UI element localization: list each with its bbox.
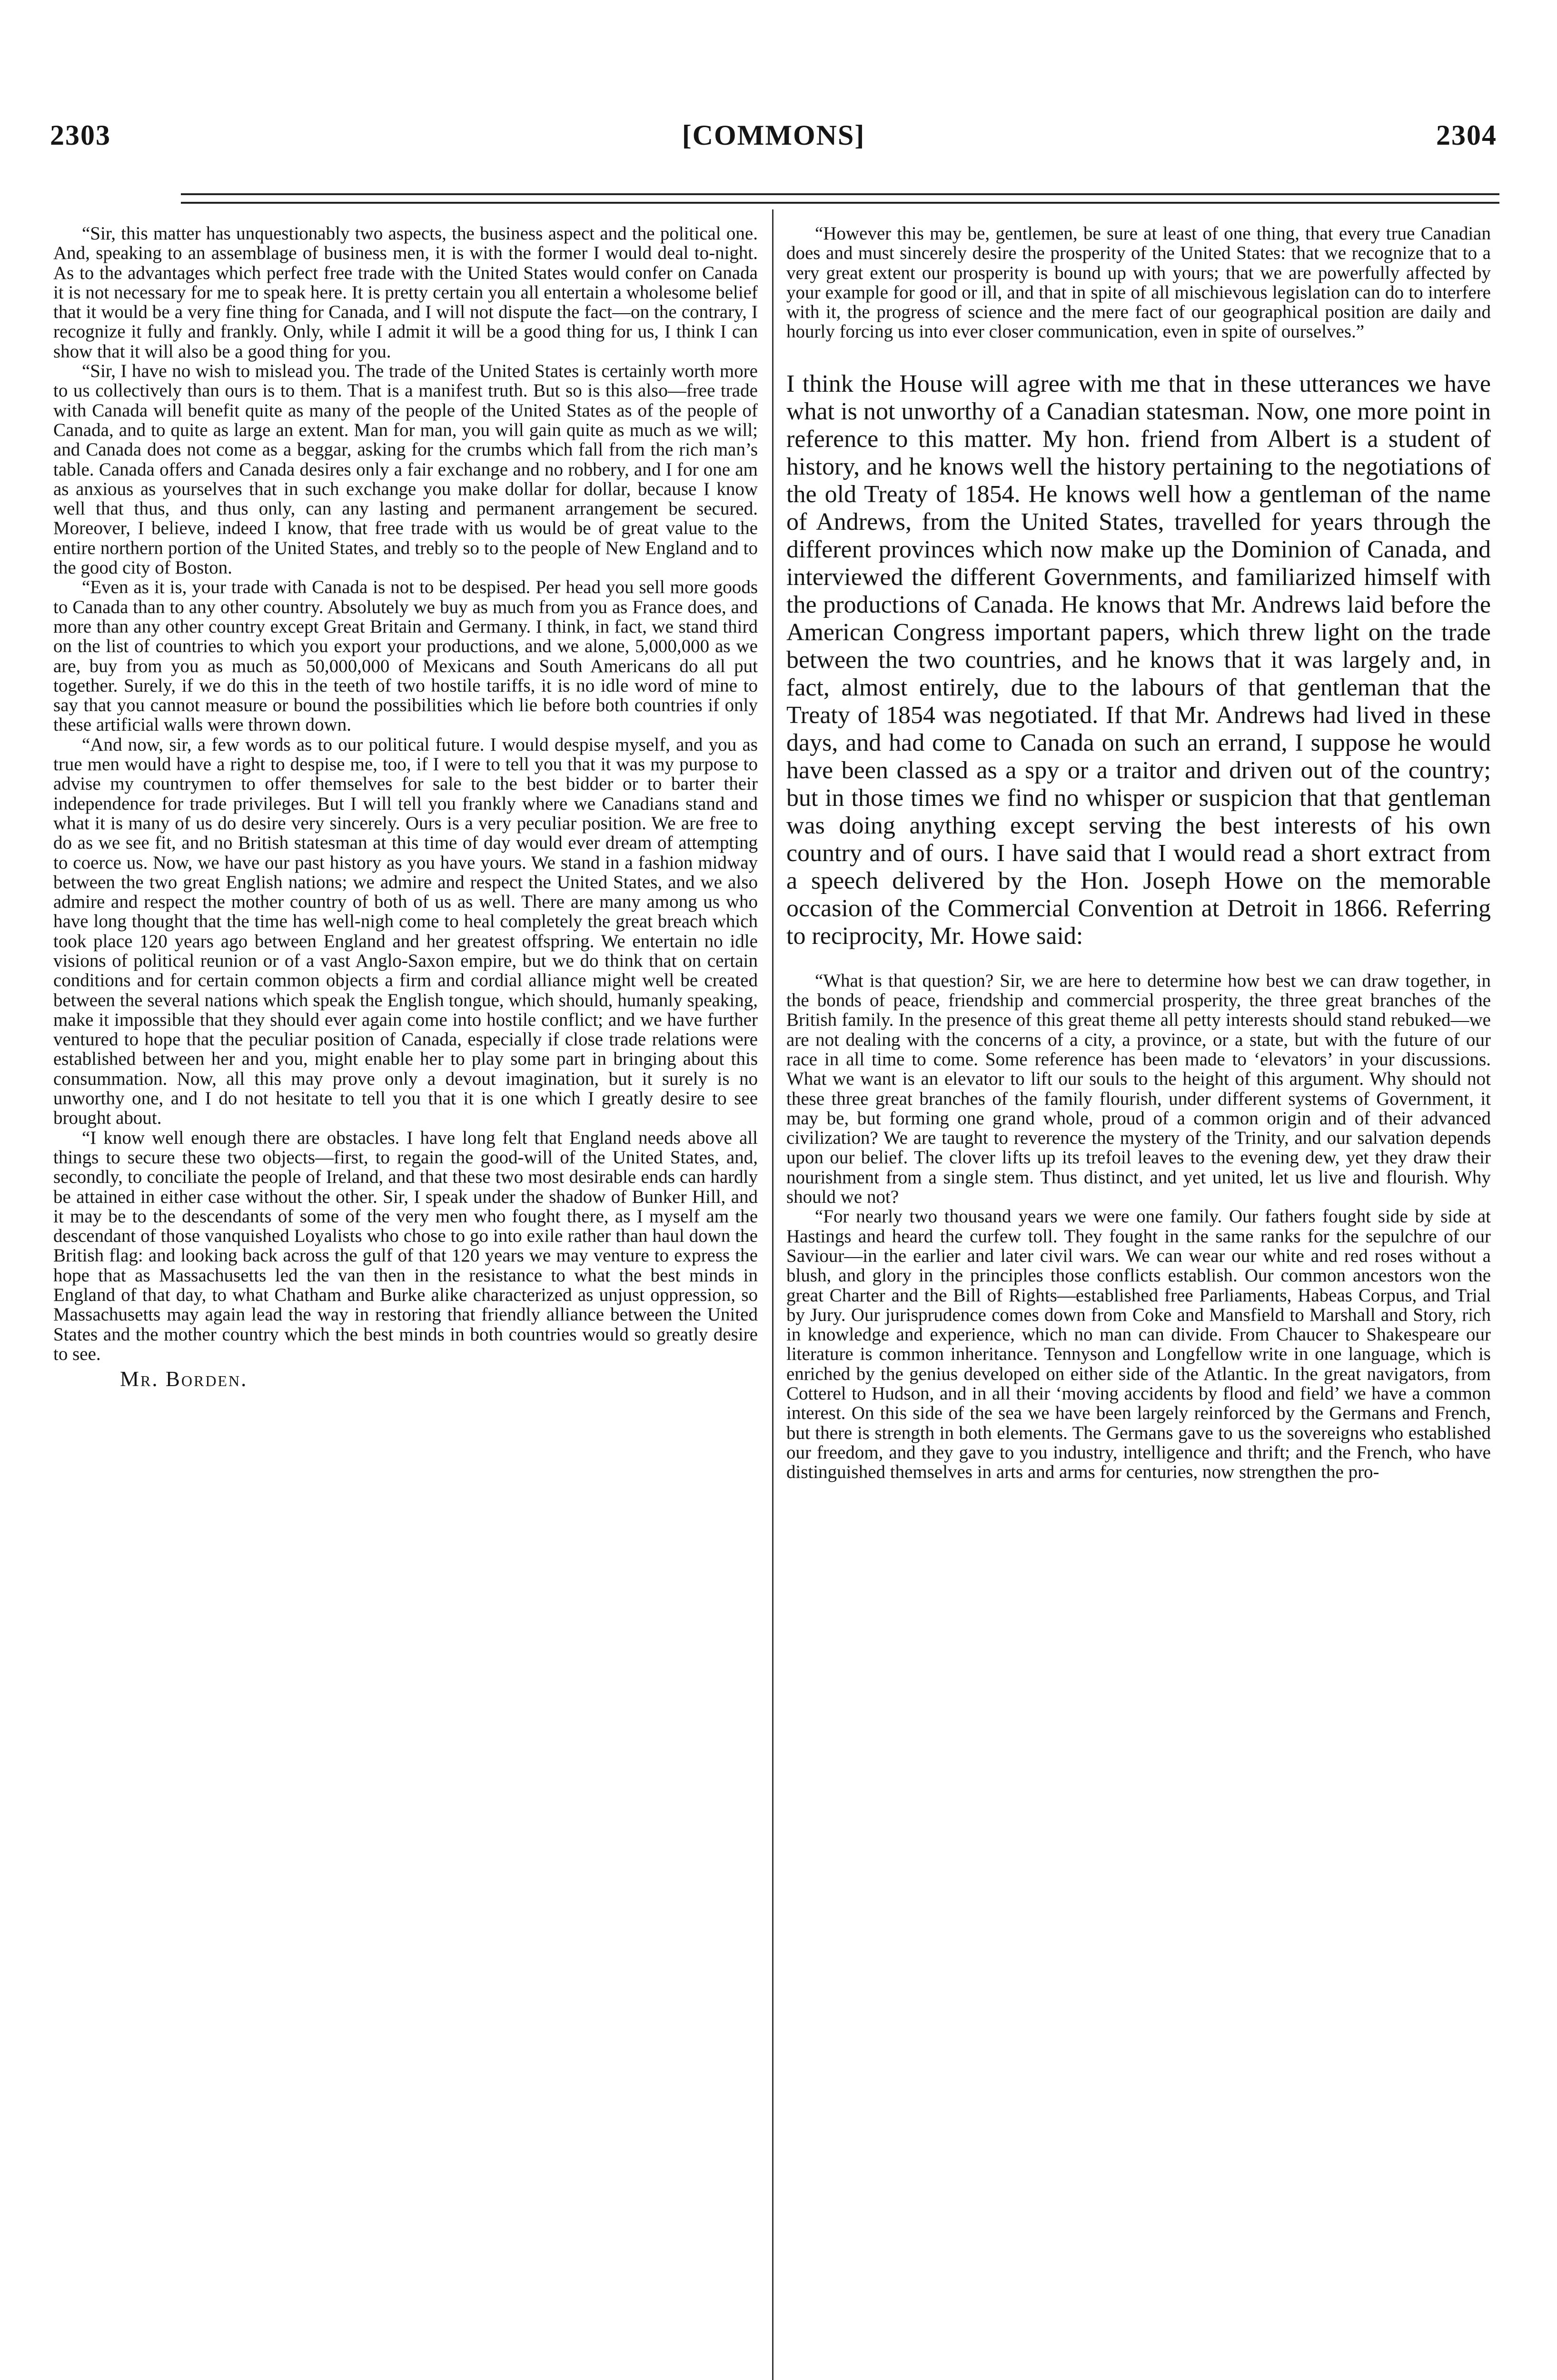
right-column <box>786 224 1491 2380</box>
paragraph: “What is that question? Sir, we are here to determine how best we can draw together, in the bonds of peace, friendship and commercial prosperity, the three great branches of the British family. In the presence of this great theme all petty interests should stand rebuked—we are not dealing with the concerns of a city, a province, or a state, but with the future of our race in all time to come. Some reference has been made to ‘elevators’ in your discussions. What we want is an elevator to lift our souls to the height of this argument. Why should not these three great branches of the family flourish, under different systems of Government, it may be, but forming one grand whole, proud of a common origin and of their advanced civilization? We are taught to reverence the mystery of the Trinity, and our salvation depends upon our belief. The clover lifts up its trefoil leaves to the evening dew, yet they draw their nourishment from a single stem. Thus distinct, and yet united, let us live and flourish. Why should we not? <box>786 970 1491 1208</box>
page-title: [COMMONS] <box>682 119 865 151</box>
paragraph: “Sir, I have no wish to mislead you. The trade of the United States is certainly worth more to us collectively than ours is to them. That is a manifest truth. But so is this also—free trade with Canada will benefit quite as many of the people of the United States as of the people of Canada, and to quite as large an extent. Man for man, you will gain quite as much as we will; and Canada does not come as a beggar, asking for the crumbs which fall from the rich man’s table. Canada offers and Canada desires only a fair exchange and no robbery, and I for one am as anxious as yourselves that in such exchange you make dollar for dollar, because I know well that thus, and thus only, can any lasting and permanent arrangement be secured. Moreover, I believe, indeed I know, that free trade with us would be of great value to the entire northern portion of the United States, and trebly so to the people of New England and to the good city of Boston. <box>53 361 758 578</box>
header-rule-top <box>181 193 1499 195</box>
quote-block <box>786 224 1491 342</box>
header-rule-bottom <box>181 202 1499 204</box>
page-number-right: 2304 <box>1436 119 1497 151</box>
howe-quote-block <box>786 971 1491 1482</box>
paragraph: “However this may be, gentlemen, be sure at least of one thing, that every true Canadian does and must sincerely desire the prosperity of the United States: that we recognize that to a very great extent our prosperity is bound up with yours; that we are powerfully affected by your example for good or ill, and that in spite of all mischievous legislation can do to interfere with it, the progress of science and the mere fact of our geographical position are daily and hourly forcing us into ever closer communication, even in spite of ourselves.” <box>786 224 1491 342</box>
speaker-name: Mr. Borden. <box>120 1367 248 1391</box>
paragraph: “Sir, this matter has unquestionably two aspects, the business aspect and the political one. And, speaking to an assemblage of business men, it is with the former I would deal to-night. As to the advantages which perfect free trade with the United States would confer on Canada it is not necessary for me to speak here. It is pretty certain you all entertain a wholesome belief that it would be a very fine thing for Canada, and I will not dispute the fact—on the contrary, I recognize it fully and frankly. Only, while I admit it will be a good thing for us, I think I can show that it will also be a good thing for you. <box>53 224 758 362</box>
paragraph: “I know well enough there are obstacles. I have long felt that England needs above all things to secure these two objects—first, to regain the good-will of the United States, and, secondly, to conciliate the people of Ireland, and that these two most desirable ends can hardly be attained in either case without the other. Sir, I speak under the shadow of Bunker Hill, and it may be to the descendants of some of the very men who fought there, as I myself am the descendant of those vanquished Loyalists who chose to go into exile rather than haul down the British flag: and looking back across the gulf of that 120 years we may venture to express the hope that as Massachusetts led the van then in the resistance to what the best minds in England of that day, to what Chatham and Burke alike characterized as unjust oppression, so Massachusetts may again lead the way in restoring that friendly alliance between the United States and the mother country which the best minds in both countries would so greatly desire to see. <box>53 1127 758 1364</box>
page-number-left: 2303 <box>50 119 111 151</box>
paragraph: “For nearly two thousand years we were one family. Our fathers fought side by side at Hastings and heard the curfew toll. They fought in the same ranks for the sepulchre of our Saviour—in the earlier and later civil wars. We can wear our white and red roses without a blush, and glory in the principles those conflicts establish. Our common ancestors won the great Charter and the Bill of Rights—established free Parliaments, Habeas Corpus, and Trial by Jury. Our jurisprudence comes down from Coke and Mansfield to Marshall and Story, rich in knowledge and experience, which no man can divide. From Chaucer to Shakespeare our literature is common inheritance. Tennyson and Longfellow write in one language, which is enriched by the genius developed on either side of the Atlantic. In the great navigators, from Cotterel to Hudson, and in all their ‘moving accidents by flood and field’ we have a common interest. On this side of the sea we have been largely reinforced by the Germans and French, but there is strength in both elements. The Germans gave to us the sovereigns who established our freedom, and they gave to you industry, intelligence and thrift; and the French, who have distinguished themselves in arts and arms for centuries, now strengthen the pro- <box>786 1206 1491 1483</box>
column-divider <box>772 209 774 2380</box>
speech-block <box>786 370 1491 950</box>
page-header <box>50 119 1497 157</box>
paragraph: I think the House will agree with me that in these utterances we have what is not unworthy of a Canadian statesman. Now, one more point in reference to this matter. My hon. friend from Albert is a student of history, and he knows well the history pertaining to the negotiations of the old Treaty of 1854. He knows well how a gentleman of the name of Andrews, from the United States, travelled for years through the different provinces which now make up the Dominion of Canada, and interviewed the different Governments, and familiarized himself with the productions of Canada. He knows that Mr. Andrews laid before the American Congress important papers, which threw light on the trade between the two countries, and he knows that it was largely and, in fact, almost entirely, due to the labours of that gentleman that the Treaty of 1854 was negotiated. If that Mr. Andrews had lived in these days, and had come to Canada on such an errand, I suppose he would have been classed as a spy or a traitor and driven out of the country; but in those times we find no whisper or suspicion that that gentleman was doing anything except serving the best interests of his own country and of ours. I have said that I would read a short extract from a speech delivered by the Hon. Joseph Howe on the memorable occasion of the Commercial Convention at Detroit in 1866. Referring to reciprocity, Mr. Howe said: <box>786 370 1491 950</box>
paragraph: “Even as it is, your trade with Canada is not to be despised. Per head you sell more goods to Canada than to any other country. Absolutely we buy as much from you as France does, and more than any other country except Great Britain and Germany. I think, in fact, we stand third on the list of countries to which you export your productions, and we alone, 5,000,000 as we are, buy from you as much as 50,000,000 of Mexicans and South Americans do all put together. Surely, if we do this in the teeth of two hostile tariffs, it is no idle word of mine to say that you cannot measure or bound the possibilities which lie before both countries if only these artificial walls were thrown down. <box>53 577 758 735</box>
paragraph: “And now, sir, a few words as to our political future. I would despise myself, and you as true men would have a right to despise me, too, if I were to tell you that it was my purpose to advise my countrymen to offer themselves for sale to the best bidder or to barter their independence for trade privileges. But I will tell you frankly where we Canadians stand and what it is many of us do desire very sincerely. Ours is a very peculiar position. We are free to do as we see fit, and no British statesman at this time of day would ever dream of attempting to coerce us. Now, we have our past history as you have yours. We stand in a fashion midway between the two great English nations; we admire and respect the United States, and we also admire and respect the mother country of both of us as well. There are many among us who have long thought that the time has well-nigh come to heal completely the great breach which took place 120 years ago between England and her greatest offspring. We entertain no idle visions of political reunion or of a vast Anglo-Saxon empire, but we do think that on certain conditions and for certain common objects a firm and cordial alliance might well be created between the several nations which speak the English tongue, which should, humanly speaking, make it impossible that they should ever again come into hostile conflict; and we have further ventured to hope that the peculiar position of Canada, especially if close trade relations were established between her and you, might enable her to play some part in bringing about this consummation. Now, all this may prove only a devout imagination, but it surely is no unworthy one, and I do not hesitate to tell you that it is one which I greatly desire to see brought about. <box>53 734 758 1129</box>
left-column <box>53 224 758 2380</box>
